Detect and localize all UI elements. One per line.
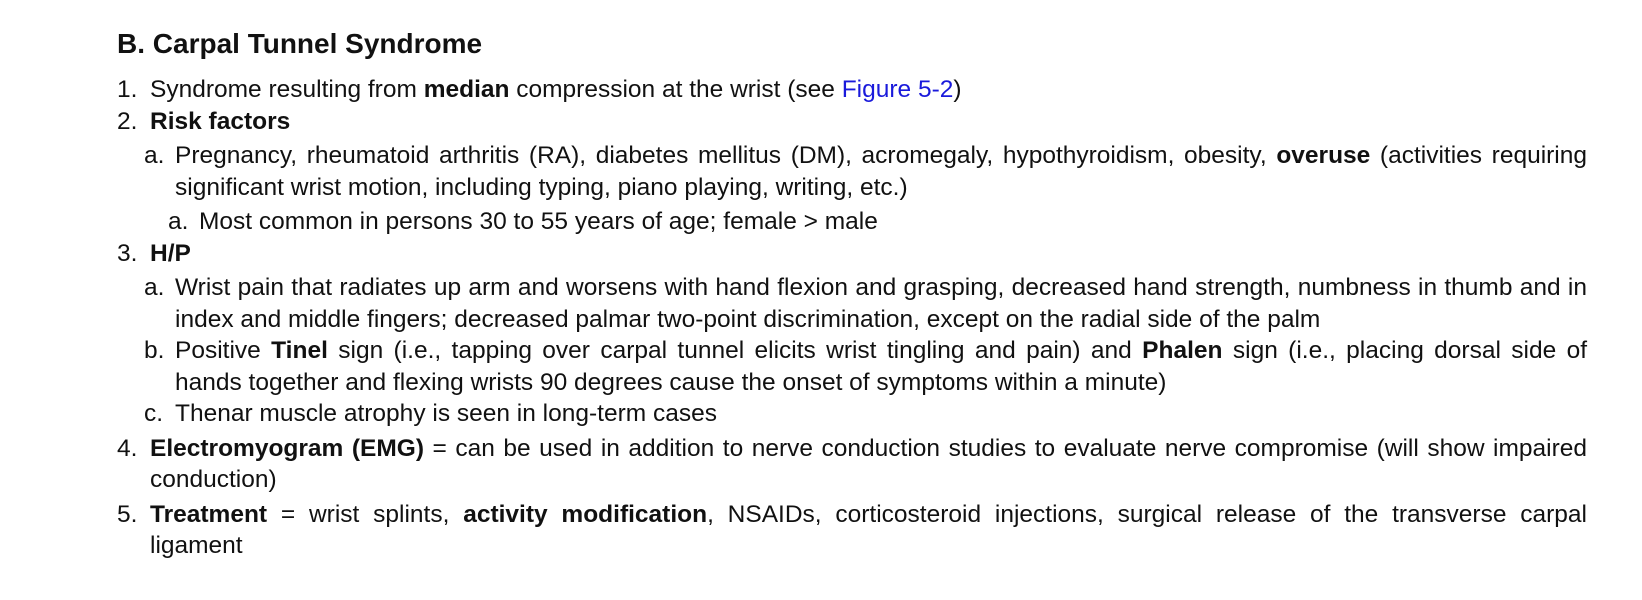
list-item-2 [117, 106, 1587, 138]
item-letter: a. [144, 142, 165, 169]
bold-term-treatment: Treatment [150, 500, 268, 528]
item-letter: b. [144, 337, 165, 364]
text-run: sign (i.e., placing dorsal side of hands together and flexing wrists 90 degrees cause the onset of symptoms within a minute) [175, 337, 1588, 396]
bold-term-hp: H/P [150, 239, 191, 267]
text-run: = wrist splints, [267, 500, 464, 528]
bold-term-emg: Electromyogram (EMG) [150, 434, 424, 462]
item-text [150, 433, 1587, 496]
item-text: Thenar muscle atrophy is seen in long-term cases [175, 400, 717, 427]
item-letter: a. [144, 274, 165, 301]
text-run: Pregnancy, rheumatoid arthritis (RA), diabetes mellitus (DM), acromegaly, hypothyroidism, obesity, [175, 142, 1277, 169]
item-text [175, 140, 1587, 203]
text-run: = can be used in addition to nerve conduction studies to evaluate nerve compromise (will show impaired conduction) [150, 434, 1587, 493]
item-text: Wrist pain that radiates up arm and worsens with hand flexion and grasping, decreased hand strength, numbness in thumb and in index and middle fingers; decreased palmar two-point discrimination, except on the radial side of the palm [175, 274, 1587, 333]
item-text [150, 238, 1587, 270]
text-run: (activities requiring significant wrist motion, including typing, piano playing, writing, etc.) [175, 142, 1587, 201]
item-text [150, 106, 1587, 138]
list-item-2a-a [117, 206, 1587, 238]
figure-5-2-link[interactable]: Figure 5-2 [841, 76, 954, 103]
list-item-2a [117, 140, 1587, 203]
bold-term-tinel: Tinel [271, 337, 328, 364]
list-item-3a [117, 272, 1587, 335]
bold-term-activity-modification: activity modification [463, 500, 708, 528]
bold-term-phalen: Phalen [1142, 337, 1223, 364]
list-item-1 [117, 74, 1587, 106]
text-run: Positive [175, 337, 272, 364]
item-number: 5. [117, 500, 138, 528]
bold-term-median: median [423, 76, 510, 103]
list-item-4 [117, 433, 1587, 496]
item-number: 3. [117, 239, 138, 267]
bold-term-overuse: overuse [1276, 142, 1371, 169]
list-item-3b [117, 335, 1587, 398]
list-item-3 [117, 238, 1587, 270]
item-text [150, 499, 1587, 562]
item-number: 4. [117, 434, 138, 462]
text-run: sign (i.e., tapping over carpal tunnel elicits wrist tingling and pain) and [327, 337, 1143, 364]
item-text [150, 74, 1587, 106]
item-number: 1. [117, 76, 138, 103]
text-run: Syndrome resulting from [150, 76, 424, 103]
section-heading: B. Carpal Tunnel Syndrome [117, 28, 483, 59]
item-text [175, 335, 1587, 398]
item-letter: c. [144, 400, 164, 427]
item-letter: a. [168, 208, 189, 235]
item-text: Most common in persons 30 to 55 years of age; female > male [199, 208, 878, 235]
item-number: 2. [117, 107, 138, 135]
text-run: , NSAIDs, corticosteroid injections, surgical release of the transverse carpal ligament [150, 500, 1587, 559]
list-item-5 [117, 499, 1587, 562]
text-run: ) [953, 76, 962, 103]
list-item-3c [117, 398, 1587, 430]
bold-term-risk-factors: Risk factors [150, 107, 291, 135]
text-run: compression at the wrist (see [509, 76, 842, 103]
document-body [117, 24, 1587, 562]
